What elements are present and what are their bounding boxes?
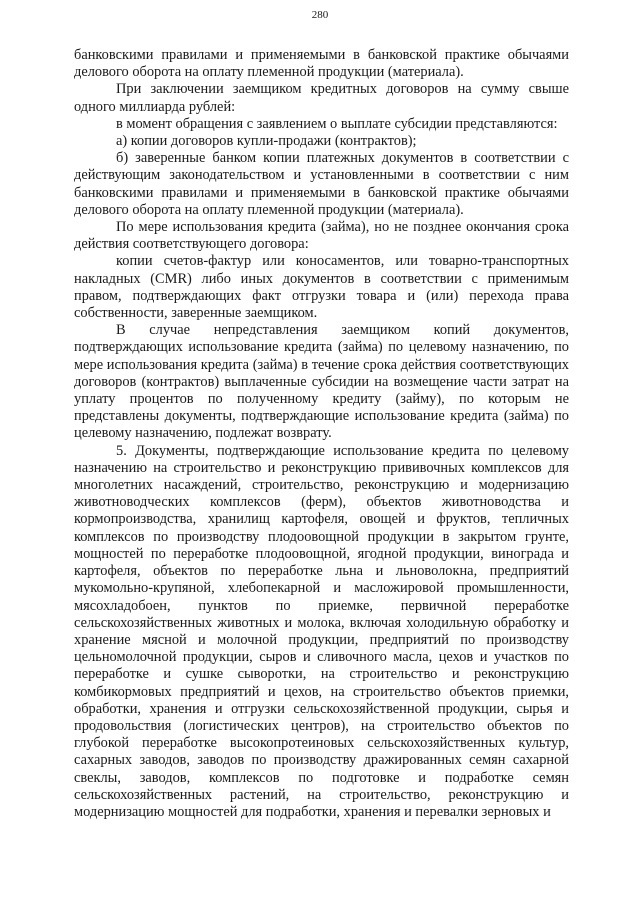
paragraph-continuation: банковскими правилами и применяемыми в банковской практике обычаями делового оборота на оплату племенной продукции (материала). (74, 47, 569, 81)
paragraph-at-application: в момент обращения с заявлением о выплате субсидии представляются: (116, 115, 558, 132)
paragraph-as-used: По мере использования кредита (займа), но не позднее окончания срока действия соответствующего договора: (74, 219, 569, 253)
list-item-b: б) заверенные банком копии платежных документов в соответствии с действующим законодательством и установленными в соответствии с ним банковскими правилами и применяемыми в банковской практике обычаями делового оборота на оплату племенной продукции (материала). (74, 150, 569, 218)
paragraph-large-loans: При заключении заемщиком кредитных договоров на сумму свыше одного миллиарда рублей: (74, 81, 569, 115)
list-item-a: а) копии договоров купли-продажи (контрактов); (116, 133, 417, 150)
paragraph-refund: В случае непредставления заемщиком копий документов, подтверждающих использование кредита (займа) по целевому назначению, по мере использования кредита (займа) в течение срока действия соответствующих договоров (контрактов) выплаченные субсидии на возмещение части затрат на уплату процентов по полученному кредиту (займу), по которым не представлены документы, подтверждающие использование кредита (займа) по целевому назначению, подлежат возврату. (74, 322, 569, 442)
paragraph-invoices: копии счетов-фактур или коносаментов, или товарно-транспортных накладных (CMR) либо иных документов в соответствии с применимым правом, подтверждающих факт отгрузки товара и (или) перехода права собственности, заверенные заемщиком. (74, 253, 569, 322)
page-number: 280 (311, 9, 329, 21)
paragraph-section-5: 5. Документы, подтверждающие использование кредита по целевому назначению на строительство и реконструкцию прививочных комплексов для многолетних насаждений, строительство, реконструкцию и модернизацию животноводческих комплексов (ферм), объектов животноводства и кормопроизводства, хранилищ картофеля, овощей и фруктов, тепличных комплексов по производству плодоовощной продукции в закрытом грунте, мощностей по переработке плодоовощной, ягодной продукции, винограда и картофеля, объектов по переработке льна и льноволокна, предприятий мукомольно-крупяной, хлебопекарной и масложировой промышленности, мясохладобоен, пунктов по приемке, первичной переработке сельскохозяйственных животных и молока, включая холодильную обработку и хранение мясной и молочной продукции, предприятий по производству цельномолочной продукции, сыров и сливочного масла, цехов и участков по переработке и сушке сыворотки, на строительство и реконструкцию комбикормовых предприятий и цехов, на строительство объектов приемки, обработки, хранения и отгрузки сельскохозяйственной продукции, сырья и продовольствия (логистических центров), на строительство объектов по глубокой переработке высокопротеиновых сельскохозяйственных культур, сахарных заводов, заводов по производству дражированных семян сахарной свеклы, заводов, комплексов по подготовке и подработке семян сельскохозяйственных растений, на строительство, реконструкцию и модернизацию мощностей для подработки, хранения и перевалки зерновых и (74, 442, 569, 820)
document-body (74, 47, 569, 821)
